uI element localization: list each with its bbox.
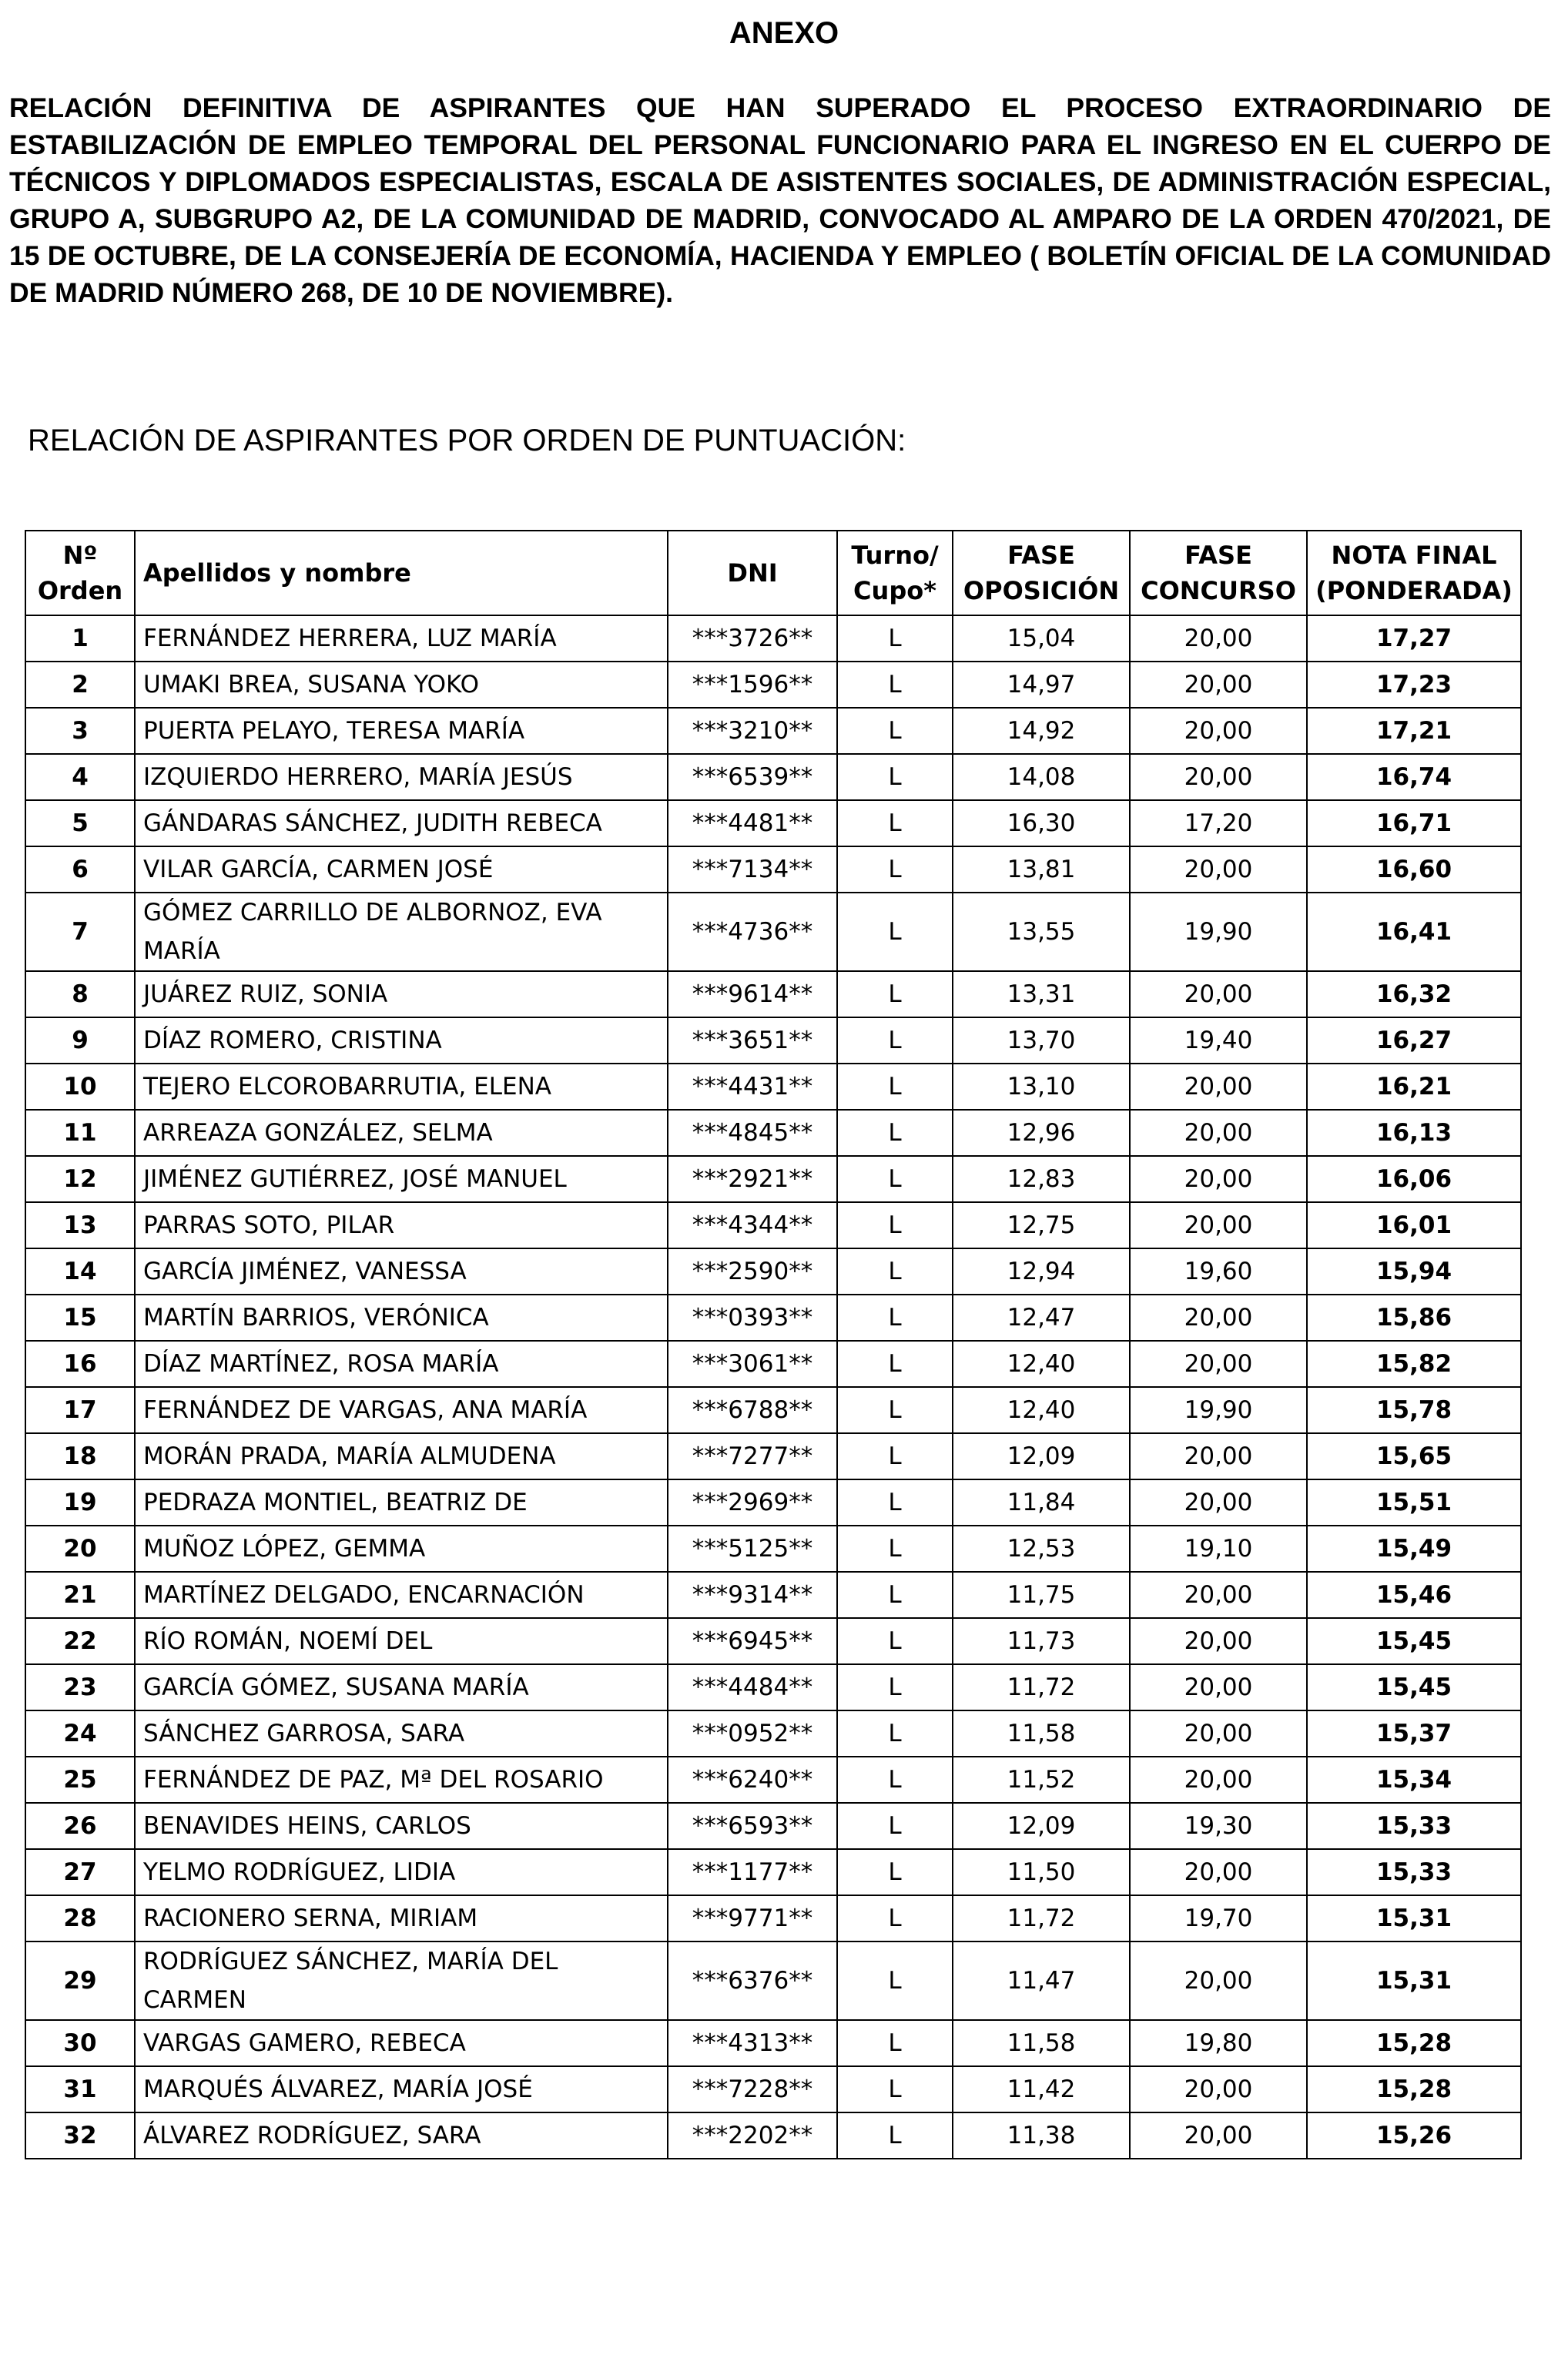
cell-turno: L — [837, 1295, 953, 1341]
cell-orden: 32 — [25, 2112, 135, 2159]
cell-dni: ***4845** — [668, 1110, 837, 1156]
cell-dni: ***9314** — [668, 1572, 837, 1618]
cell-nota: 15,65 — [1307, 1433, 1521, 1479]
cell-nombre: PEDRAZA MONTIEL, BEATRIZ DE — [135, 1479, 668, 1526]
cell-dni: ***2969** — [668, 1479, 837, 1526]
cell-orden: 20 — [25, 1526, 135, 1572]
cell-turno: L — [837, 1895, 953, 1941]
cell-nota: 17,21 — [1307, 708, 1521, 754]
cell-oposicion: 15,04 — [953, 615, 1130, 662]
table-row — [25, 1895, 1521, 1941]
table-row — [25, 754, 1521, 800]
cell-turno: L — [837, 1341, 953, 1387]
cell-turno: L — [837, 708, 953, 754]
cell-turno: L — [837, 1479, 953, 1526]
cell-nombre: GÓMEZ CARRILLO DE ALBORNOZ, EVA MARÍA — [135, 893, 668, 971]
cell-dni: ***1177** — [668, 1849, 837, 1895]
cell-oposicion: 13,81 — [953, 846, 1130, 893]
cell-oposicion: 12,75 — [953, 1202, 1130, 1248]
cell-nota: 15,46 — [1307, 1572, 1521, 1618]
cell-orden: 6 — [25, 846, 135, 893]
table-row — [25, 662, 1521, 708]
cell-orden: 27 — [25, 1849, 135, 1895]
table-row — [25, 1618, 1521, 1664]
cell-orden: 17 — [25, 1387, 135, 1433]
cell-orden: 1 — [25, 615, 135, 662]
cell-oposicion: 12,96 — [953, 1110, 1130, 1156]
cell-dni: ***6593** — [668, 1803, 837, 1849]
cell-concurso: 20,00 — [1130, 1941, 1307, 2020]
table-row — [25, 1526, 1521, 1572]
table-row — [25, 1433, 1521, 1479]
cell-turno: L — [837, 2112, 953, 2159]
cell-orden: 16 — [25, 1341, 135, 1387]
cell-oposicion: 13,55 — [953, 893, 1130, 971]
table-row — [25, 1479, 1521, 1526]
cell-dni: ***9614** — [668, 971, 837, 1017]
cell-nombre: DÍAZ ROMERO, CRISTINA — [135, 1017, 668, 1064]
cell-turno: L — [837, 1710, 953, 1757]
cell-nota: 16,06 — [1307, 1156, 1521, 1202]
cell-nota: 16,41 — [1307, 893, 1521, 971]
col-header-oposicion: FASE OPOSICIÓN — [953, 531, 1130, 615]
cell-turno: L — [837, 1064, 953, 1110]
table-row — [25, 1295, 1521, 1341]
cell-nombre: FERNÁNDEZ DE VARGAS, ANA MARÍA — [135, 1387, 668, 1433]
cell-orden: 4 — [25, 754, 135, 800]
cell-nota: 16,74 — [1307, 754, 1521, 800]
cell-dni: ***6240** — [668, 1757, 837, 1803]
cell-dni: ***3061** — [668, 1341, 837, 1387]
cell-nota: 15,33 — [1307, 1803, 1521, 1849]
cell-nota: 16,32 — [1307, 971, 1521, 1017]
cell-nombre: MARTÍN BARRIOS, VERÓNICA — [135, 1295, 668, 1341]
cell-nombre: VILAR GARCÍA, CARMEN JOSÉ — [135, 846, 668, 893]
table-row — [25, 1803, 1521, 1849]
cell-oposicion: 16,30 — [953, 800, 1130, 846]
cell-dni: ***4484** — [668, 1664, 837, 1710]
cell-dni: ***1596** — [668, 662, 837, 708]
cell-nota: 15,86 — [1307, 1295, 1521, 1341]
cell-dni: ***4344** — [668, 1202, 837, 1248]
cell-orden: 14 — [25, 1248, 135, 1295]
cell-turno: L — [837, 1618, 953, 1664]
cell-concurso: 20,00 — [1130, 754, 1307, 800]
cell-concurso: 19,90 — [1130, 1387, 1307, 1433]
cell-turno: L — [837, 2020, 953, 2066]
cell-oposicion: 11,73 — [953, 1618, 1130, 1664]
cell-nota: 16,27 — [1307, 1017, 1521, 1064]
table-row — [25, 800, 1521, 846]
cell-nombre: RODRÍGUEZ SÁNCHEZ, MARÍA DEL CARMEN — [135, 1941, 668, 2020]
table-row — [25, 971, 1521, 1017]
cell-oposicion: 11,58 — [953, 2020, 1130, 2066]
cell-orden: 13 — [25, 1202, 135, 1248]
cell-orden: 3 — [25, 708, 135, 754]
cell-orden: 30 — [25, 2020, 135, 2066]
cell-nombre: SÁNCHEZ GARROSA, SARA — [135, 1710, 668, 1757]
cell-oposicion: 11,72 — [953, 1664, 1130, 1710]
cell-nombre: ÁLVAREZ RODRÍGUEZ, SARA — [135, 2112, 668, 2159]
cell-oposicion: 12,40 — [953, 1387, 1130, 1433]
cell-concurso: 19,30 — [1130, 1803, 1307, 1849]
cell-turno: L — [837, 846, 953, 893]
cell-nota: 15,94 — [1307, 1248, 1521, 1295]
cell-orden: 5 — [25, 800, 135, 846]
cell-nota: 15,26 — [1307, 2112, 1521, 2159]
cell-nota: 16,01 — [1307, 1202, 1521, 1248]
cell-nombre: YELMO RODRÍGUEZ, LIDIA — [135, 1849, 668, 1895]
cell-turno: L — [837, 1202, 953, 1248]
cell-oposicion: 12,53 — [953, 1526, 1130, 1572]
cell-concurso: 20,00 — [1130, 1664, 1307, 1710]
cell-turno: L — [837, 800, 953, 846]
document-heading: RELACIÓN DEFINITIVA DE ASPIRANTES QUE HAN SUPERADO EL PROCESO EXTRAORDINARIO DE ESTABILIZACIÓN DE EMPLEO TEMPORAL DEL PERSONAL FUNCIONARIO PARA EL INGRESO EN EL CUERPO DE TÉCNICOS Y DIPLOMADOS ESPECIALISTAS, ESCALA DE ASISTENTES SOCIALES, DE ADMINISTRACIÓN ESPECIAL, GRUPO A, SUBGRUPO A2, DE LA COMUNIDAD DE MADRID, CONVOCADO AL AMPARO DE LA ORDEN 470/2021, DE 15 DE OCTUBRE, DE LA CONSEJERÍA DE ECONOMÍA, HACIENDA Y EMPLEO ( BOLETÍN OFICIAL DE LA COMUNIDAD DE MADRID NÚMERO 268, DE 10 DE NOVIEMBRE). — [9, 92, 1551, 308]
cell-dni: ***4313** — [668, 2020, 837, 2066]
cell-turno: L — [837, 2066, 953, 2112]
cell-nota: 15,45 — [1307, 1618, 1521, 1664]
cell-dni: ***2590** — [668, 1248, 837, 1295]
cell-oposicion: 11,84 — [953, 1479, 1130, 1526]
table-row — [25, 1156, 1521, 1202]
table-row — [25, 708, 1521, 754]
cell-oposicion: 11,72 — [953, 1895, 1130, 1941]
cell-nombre: BENAVIDES HEINS, CARLOS — [135, 1803, 668, 1849]
cell-turno: L — [837, 1110, 953, 1156]
col-header-turno: Turno/ Cupo* — [837, 531, 953, 615]
cell-nombre: RÍO ROMÁN, NOEMÍ DEL — [135, 1618, 668, 1664]
cell-concurso: 20,00 — [1130, 1618, 1307, 1664]
cell-oposicion: 14,08 — [953, 754, 1130, 800]
cell-nota: 17,23 — [1307, 662, 1521, 708]
cell-turno: L — [837, 1248, 953, 1295]
cell-dni: ***3651** — [668, 1017, 837, 1064]
cell-nota: 15,49 — [1307, 1526, 1521, 1572]
cell-oposicion: 12,40 — [953, 1341, 1130, 1387]
cell-nota: 15,78 — [1307, 1387, 1521, 1433]
cell-orden: 29 — [25, 1941, 135, 2020]
table-row — [25, 846, 1521, 893]
table-row — [25, 1757, 1521, 1803]
cell-concurso: 20,00 — [1130, 1295, 1307, 1341]
cell-dni: ***0393** — [668, 1295, 837, 1341]
cell-orden: 15 — [25, 1295, 135, 1341]
cell-turno: L — [837, 893, 953, 971]
cell-dni: ***7277** — [668, 1433, 837, 1479]
cell-turno: L — [837, 1572, 953, 1618]
document-title: ANEXO — [729, 16, 839, 50]
cell-turno: L — [837, 1526, 953, 1572]
cell-concurso: 20,00 — [1130, 1572, 1307, 1618]
cell-nota: 16,21 — [1307, 1064, 1521, 1110]
cell-nombre: TEJERO ELCOROBARRUTIA, ELENA — [135, 1064, 668, 1110]
cell-orden: 12 — [25, 1156, 135, 1202]
table-row — [25, 1849, 1521, 1895]
cell-oposicion: 11,58 — [953, 1710, 1130, 1757]
cell-concurso: 20,00 — [1130, 615, 1307, 662]
cell-oposicion: 11,75 — [953, 1572, 1130, 1618]
cell-nombre: IZQUIERDO HERRERO, MARÍA JESÚS — [135, 754, 668, 800]
table-row — [25, 1017, 1521, 1064]
table-row — [25, 1202, 1521, 1248]
table-row — [25, 1572, 1521, 1618]
cell-concurso: 19,80 — [1130, 2020, 1307, 2066]
cell-concurso: 20,00 — [1130, 1433, 1307, 1479]
cell-concurso: 20,00 — [1130, 1757, 1307, 1803]
table-row — [25, 1664, 1521, 1710]
cell-orden: 11 — [25, 1110, 135, 1156]
cell-nota: 15,31 — [1307, 1941, 1521, 2020]
cell-nombre: RACIONERO SERNA, MIRIAM — [135, 1895, 668, 1941]
cell-turno: L — [837, 1664, 953, 1710]
cell-orden: 19 — [25, 1479, 135, 1526]
table-row — [25, 615, 1521, 662]
cell-turno: L — [837, 971, 953, 1017]
cell-oposicion: 11,47 — [953, 1941, 1130, 2020]
cell-nombre: MARQUÉS ÁLVAREZ, MARÍA JOSÉ — [135, 2066, 668, 2112]
cell-concurso: 20,00 — [1130, 1479, 1307, 1526]
cell-turno: L — [837, 754, 953, 800]
cell-nota: 15,34 — [1307, 1757, 1521, 1803]
cell-turno: L — [837, 1941, 953, 2020]
cell-nombre: GÁNDARAS SÁNCHEZ, JUDITH REBECA — [135, 800, 668, 846]
cell-dni: ***3726** — [668, 615, 837, 662]
cell-concurso: 20,00 — [1130, 1341, 1307, 1387]
cell-dni: ***0952** — [668, 1710, 837, 1757]
cell-orden: 10 — [25, 1064, 135, 1110]
cell-orden: 23 — [25, 1664, 135, 1710]
cell-oposicion: 11,52 — [953, 1757, 1130, 1803]
cell-nombre: JUÁREZ RUIZ, SONIA — [135, 971, 668, 1017]
cell-nombre: ARREAZA GONZÁLEZ, SELMA — [135, 1110, 668, 1156]
col-header-nota: NOTA FINAL (PONDERADA) — [1307, 531, 1521, 615]
cell-orden: 26 — [25, 1803, 135, 1849]
cell-nombre: MORÁN PRADA, MARÍA ALMUDENA — [135, 1433, 668, 1479]
cell-concurso: 20,00 — [1130, 2112, 1307, 2159]
cell-orden: 8 — [25, 971, 135, 1017]
cell-nota: 17,27 — [1307, 615, 1521, 662]
cell-concurso: 19,40 — [1130, 1017, 1307, 1064]
table-subheading: RELACIÓN DE ASPIRANTES POR ORDEN DE PUNTUACIÓN: — [28, 424, 906, 457]
col-header-nombre: Apellidos y nombre — [135, 531, 668, 615]
cell-concurso: 20,00 — [1130, 1110, 1307, 1156]
cell-orden: 25 — [25, 1757, 135, 1803]
table-row — [25, 2112, 1521, 2159]
cell-nota: 15,82 — [1307, 1341, 1521, 1387]
cell-dni: ***6539** — [668, 754, 837, 800]
col-header-orden: Nº Orden — [25, 531, 135, 615]
cell-nombre: UMAKI BREA, SUSANA YOKO — [135, 662, 668, 708]
cell-nombre: MUÑOZ LÓPEZ, GEMMA — [135, 1526, 668, 1572]
cell-orden: 24 — [25, 1710, 135, 1757]
cell-concurso: 19,10 — [1130, 1526, 1307, 1572]
cell-orden: 28 — [25, 1895, 135, 1941]
cell-turno: L — [837, 1849, 953, 1895]
cell-oposicion: 11,50 — [953, 1849, 1130, 1895]
cell-nombre: PARRAS SOTO, PILAR — [135, 1202, 668, 1248]
col-header-dni: DNI — [668, 531, 837, 615]
cell-oposicion: 12,09 — [953, 1803, 1130, 1849]
cell-concurso: 20,00 — [1130, 2066, 1307, 2112]
cell-dni: ***2202** — [668, 2112, 837, 2159]
cell-turno: L — [837, 615, 953, 662]
cell-oposicion: 12,94 — [953, 1248, 1130, 1295]
cell-turno: L — [837, 1433, 953, 1479]
cell-dni: ***6788** — [668, 1387, 837, 1433]
cell-nombre: PUERTA PELAYO, TERESA MARÍA — [135, 708, 668, 754]
cell-concurso: 20,00 — [1130, 708, 1307, 754]
cell-turno: L — [837, 1803, 953, 1849]
cell-nota: 16,13 — [1307, 1110, 1521, 1156]
cell-concurso: 20,00 — [1130, 1202, 1307, 1248]
cell-nota: 15,33 — [1307, 1849, 1521, 1895]
cell-dni: ***4736** — [668, 893, 837, 971]
cell-nombre: VARGAS GAMERO, REBECA — [135, 2020, 668, 2066]
table-row — [25, 2066, 1521, 2112]
cell-turno: L — [837, 1757, 953, 1803]
cell-nombre: JIMÉNEZ GUTIÉRREZ, JOSÉ MANUEL — [135, 1156, 668, 1202]
cell-nombre: GARCÍA GÓMEZ, SUSANA MARÍA — [135, 1664, 668, 1710]
cell-nota: 15,37 — [1307, 1710, 1521, 1757]
table-row — [25, 1110, 1521, 1156]
cell-concurso: 20,00 — [1130, 971, 1307, 1017]
cell-oposicion: 14,97 — [953, 662, 1130, 708]
cell-nombre: FERNÁNDEZ DE PAZ, Mª DEL ROSARIO — [135, 1757, 668, 1803]
cell-concurso: 17,20 — [1130, 800, 1307, 846]
cell-orden: 2 — [25, 662, 135, 708]
table-row — [25, 1248, 1521, 1295]
cell-nombre: DÍAZ MARTÍNEZ, ROSA MARÍA — [135, 1341, 668, 1387]
cell-concurso: 20,00 — [1130, 662, 1307, 708]
cell-nota: 15,31 — [1307, 1895, 1521, 1941]
cell-dni: ***4431** — [668, 1064, 837, 1110]
cell-dni: ***3210** — [668, 708, 837, 754]
cell-nombre: MARTÍNEZ DELGADO, ENCARNACIÓN — [135, 1572, 668, 1618]
cell-turno: L — [837, 662, 953, 708]
cell-dni: ***6945** — [668, 1618, 837, 1664]
cell-orden: 18 — [25, 1433, 135, 1479]
cell-oposicion: 13,31 — [953, 971, 1130, 1017]
cell-orden: 31 — [25, 2066, 135, 2112]
table-row — [25, 893, 1521, 971]
cell-concurso: 20,00 — [1130, 1156, 1307, 1202]
cell-oposicion: 13,70 — [953, 1017, 1130, 1064]
cell-dni: ***7228** — [668, 2066, 837, 2112]
cell-nota: 15,28 — [1307, 2020, 1521, 2066]
cell-turno: L — [837, 1017, 953, 1064]
cell-dni: ***7134** — [668, 846, 837, 893]
cell-turno: L — [837, 1387, 953, 1433]
cell-dni: ***4481** — [668, 800, 837, 846]
table-row — [25, 1064, 1521, 1110]
cell-nombre: GARCÍA JIMÉNEZ, VANESSA — [135, 1248, 668, 1295]
cell-nombre: FERNÁNDEZ HERRERA, LUZ MARÍA — [135, 615, 668, 662]
cell-oposicion: 12,47 — [953, 1295, 1130, 1341]
cell-orden: 7 — [25, 893, 135, 971]
table-row — [25, 1387, 1521, 1433]
table-row — [25, 2020, 1521, 2066]
cell-concurso: 20,00 — [1130, 846, 1307, 893]
cell-oposicion: 12,83 — [953, 1156, 1130, 1202]
table-row — [25, 1941, 1521, 2020]
candidates-table — [25, 530, 1522, 2159]
cell-nota: 16,71 — [1307, 800, 1521, 846]
cell-concurso: 19,60 — [1130, 1248, 1307, 1295]
cell-oposicion: 12,09 — [953, 1433, 1130, 1479]
cell-orden: 22 — [25, 1618, 135, 1664]
cell-orden: 21 — [25, 1572, 135, 1618]
cell-nota: 15,45 — [1307, 1664, 1521, 1710]
cell-dni: ***6376** — [668, 1941, 837, 2020]
cell-concurso: 19,90 — [1130, 893, 1307, 971]
table-header-row — [25, 531, 1521, 615]
cell-nota: 15,28 — [1307, 2066, 1521, 2112]
col-header-concurso: FASE CONCURSO — [1130, 531, 1307, 615]
cell-oposicion: 14,92 — [953, 708, 1130, 754]
cell-concurso: 20,00 — [1130, 1849, 1307, 1895]
cell-oposicion: 13,10 — [953, 1064, 1130, 1110]
cell-turno: L — [837, 1156, 953, 1202]
cell-nota: 16,60 — [1307, 846, 1521, 893]
cell-concurso: 20,00 — [1130, 1064, 1307, 1110]
cell-orden: 9 — [25, 1017, 135, 1064]
cell-oposicion: 11,38 — [953, 2112, 1130, 2159]
table-row — [25, 1710, 1521, 1757]
cell-dni: ***9771** — [668, 1895, 837, 1941]
cell-nota: 15,51 — [1307, 1479, 1521, 1526]
table-row — [25, 1341, 1521, 1387]
cell-oposicion: 11,42 — [953, 2066, 1130, 2112]
cell-dni: ***2921** — [668, 1156, 837, 1202]
cell-concurso: 19,70 — [1130, 1895, 1307, 1941]
cell-concurso: 20,00 — [1130, 1710, 1307, 1757]
cell-dni: ***5125** — [668, 1526, 837, 1572]
